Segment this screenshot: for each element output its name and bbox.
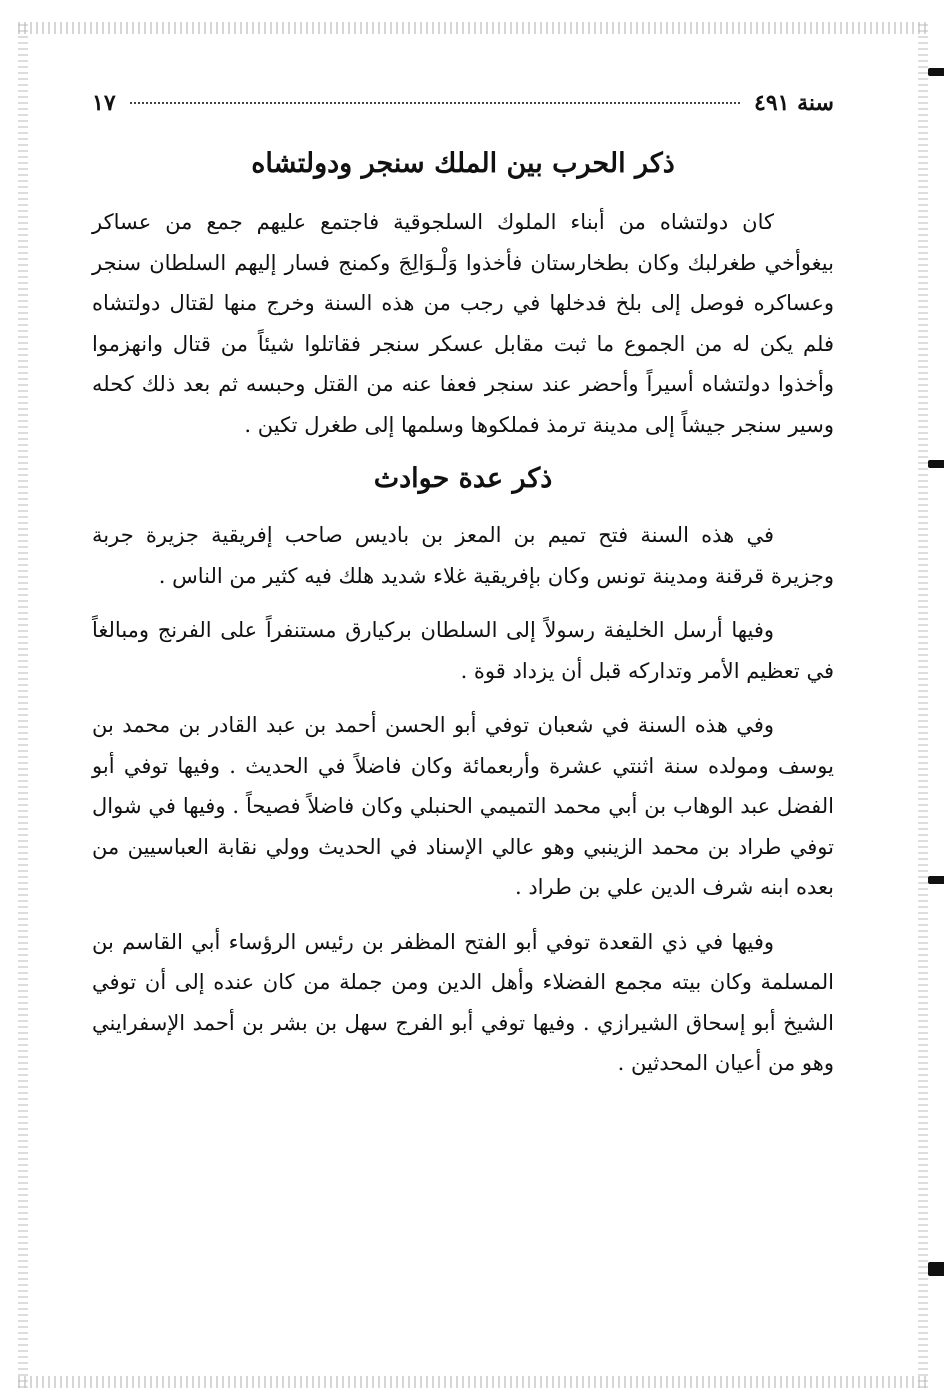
header-dotted-leader	[130, 102, 740, 104]
top-ornament-border	[18, 22, 926, 34]
paragraph: وفيها أرسل الخليفة رسولاً إلى السلطان بركيارق مستنفراً على الفرنج ومبالغاً في تعظيم الأمر وتداركه قبل أن يزداد قوة .	[92, 618, 834, 683]
page-number: ١٧	[92, 90, 116, 116]
paragraph: وفيها في ذي القعدة توفي أبو الفتح المظفر بن رئيس الرؤساء أبي القاسم بن المسلمة وكان بيته مجمع الفضلاء وأهل الدين ومن جملة من كان عنده إلى أن توفي الشيخ أبو إسحاق الشيرازي . وفيها توفي أبو الفرج سهل بن بشر بن أحمد الإسفرايني وهو من أعيان المحدثين .	[92, 929, 834, 1075]
right-ornament-border	[918, 22, 928, 1388]
section-title: ذكر عدة حوادث	[373, 463, 553, 494]
page-header	[92, 90, 834, 130]
bottom-ornament-border	[18, 1376, 926, 1388]
edge-scan-mark	[928, 460, 944, 468]
paragraph: في هذه السنة فتح تميم بن المعز بن باديس صاحب إفريقية جزيرة جربة وجزيرة قرقنة ومدينة تونس وكان بإفريقية غلاء شديد هلك فيه كثير من الناس .	[92, 523, 834, 588]
edge-scan-mark	[928, 876, 944, 884]
paragraph: وفي هذه السنة في شعبان توفي أبو الحسن أحمد بن عبد القادر بن محمد بن يوسف ومولده سنة اثنتي عشرة وأربعمائة وكان فاضلاً في الحديث . وفيها توفي أبو الفضل عبد الوهاب بن أبي محمد التميمي الحنبلي وكان فاضلاً فصيحاً . وفيها في شوال توفي طراد بن محمد الزينبي وهو عالي الإسناد في الحديث وولي نقابة العباسيين من بعده ابنه شرف الدين علي بن طراد .	[92, 713, 834, 899]
book-page	[92, 90, 834, 1352]
left-ornament-border	[18, 22, 28, 1388]
paragraph: كان دولتشاه من أبناء الملوك السلجوقية فاجتمع عليهم جمع من عساكر بيغوأخي طغرلبك وكان بطخارستان فأخذوا وَلْـوَالِجَ وكمنج فسار إليهم السلطان سنجر وعساكره فوصل إلى بلخ فدخلها في رجب من هذه السنة وخرج منها لقتال دولتشاه فلم يكن له من الجموع ما ثبت مقابل عسكر سنجر فقاتلوا شيئاً من قتال وانهزموا وأخذوا دولتشاه أسيراً وأحضر عند سنجر فعفا عنه من القتل وحبسه ثم بعد ذلك كحله وسير سنجر جيشاً إلى مدينة ترمذ فملكوها وسلمها إلى طغرل تكين .	[92, 210, 834, 437]
edge-scan-mark	[928, 68, 944, 76]
running-head-year: سنة ٤٩١	[754, 90, 834, 116]
section-title: ذكر الحرب بين الملك سنجر ودولتشاه	[251, 148, 675, 179]
edge-scan-mark	[928, 1262, 944, 1276]
